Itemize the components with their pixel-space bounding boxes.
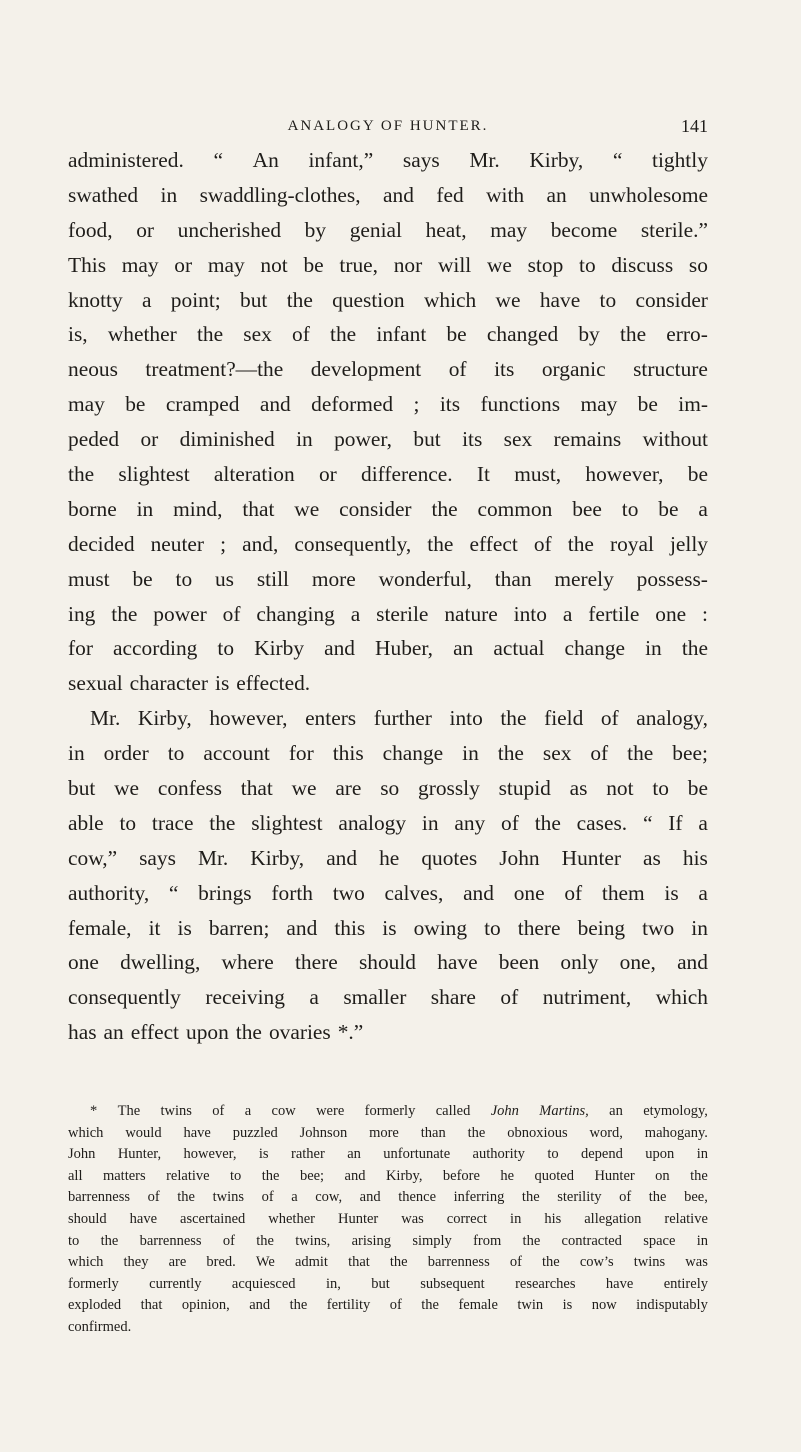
body-line: able to trace the slightest analogy in any of the cases. “ If a: [68, 810, 708, 835]
footnote-line: barrenness of the twins of a cow, and thence inferring the sterility of the bee,: [68, 1189, 708, 1206]
footnote-line: John Hunter, however, is rather an unfortunate authority to depend upon in: [68, 1146, 708, 1163]
body-line: consequently receiving a smaller share of nutriment, which: [68, 985, 708, 1010]
footnote-line: all matters relative to the bee; and Kirby, before he quoted Hunter on the: [68, 1167, 708, 1184]
body-line: is, whether the sex of the infant be changed by the erro-: [68, 322, 708, 347]
body-line: borne in mind, that we consider the common bee to be a: [68, 496, 708, 521]
body-line: the slightest alteration or difference. It must, however, be: [68, 462, 708, 487]
body-line: sexual character is effected.: [68, 671, 311, 696]
body-line: knotty a point; but the question which we have to consider: [68, 287, 708, 312]
body-line: cow,” says Mr. Kirby, and he quotes John Hunter as his: [68, 845, 708, 870]
footnote-line: which they are bred. We admit that the barrenness of the cow’s twins was: [68, 1254, 708, 1271]
body-line: one dwelling, where there should have been only one, and: [68, 950, 708, 975]
body-line: has an effect upon the ovaries *.”: [68, 1020, 364, 1045]
body-line: in order to account for this change in the sex of the bee;: [68, 741, 708, 766]
footnote-line: which would have puzzled Johnson more than the obnoxious word, mahogany.: [68, 1124, 708, 1141]
footnote: [68, 1101, 708, 1339]
body-line: neous treatment?—the development of its organic structure: [68, 357, 708, 382]
body-line: food, or uncherished by genial heat, may become sterile.”: [68, 217, 708, 242]
body-line: swathed in swaddling-clothes, and fed with an unwholesome: [68, 182, 708, 207]
body-line: This may or may not be true, nor will we stop to discuss so: [68, 252, 708, 277]
footnote-line: formerly currently acquiesced in, but subsequent researches have entirely: [68, 1275, 708, 1292]
page-number: 141: [681, 116, 708, 136]
body-line: may be cramped and deformed ; its functions may be im-: [68, 392, 708, 417]
body-line: Mr. Kirby, however, enters further into the field of analogy,: [90, 706, 708, 731]
running-head: [68, 116, 708, 138]
body-line: but we confess that we are so grossly stupid as not to be: [68, 776, 708, 801]
footnote-line: confirmed.: [68, 1318, 132, 1335]
body-line: must be to us still more wonderful, than merely possess-: [68, 566, 708, 591]
body-line: ing the power of changing a sterile nature into a fertile one :: [68, 601, 708, 626]
running-title: ANALOGY OF HUNTER.: [287, 118, 489, 134]
footnote-line: to the barrenness of the twins, arising simply from the contracted space in: [68, 1232, 708, 1249]
footnote-line: should have ascertained whether Hunter was correct in his allegation relative: [68, 1210, 708, 1227]
body-line: administered. “ An infant,” says Mr. Kirby, “ tightly: [68, 148, 708, 172]
body-line: peded or diminished in power, but its sex remains without: [68, 427, 708, 452]
body-line: female, it is barren; and this is owing to there being two in: [68, 915, 708, 940]
body-line: for according to Kirby and Huber, an actual change in the: [68, 636, 708, 661]
body-line: decided neuter ; and, consequently, the effect of the royal jelly: [68, 531, 708, 556]
body-text: [68, 143, 708, 1050]
footnote-line: * The twins of a cow were formerly called John Martins, an etymology,: [90, 1103, 708, 1119]
footnote-line: exploded that opinion, and the fertility of the female twin is now indisputably: [68, 1297, 708, 1314]
body-line: authority, “ brings forth two calves, and one of them is a: [68, 880, 708, 905]
